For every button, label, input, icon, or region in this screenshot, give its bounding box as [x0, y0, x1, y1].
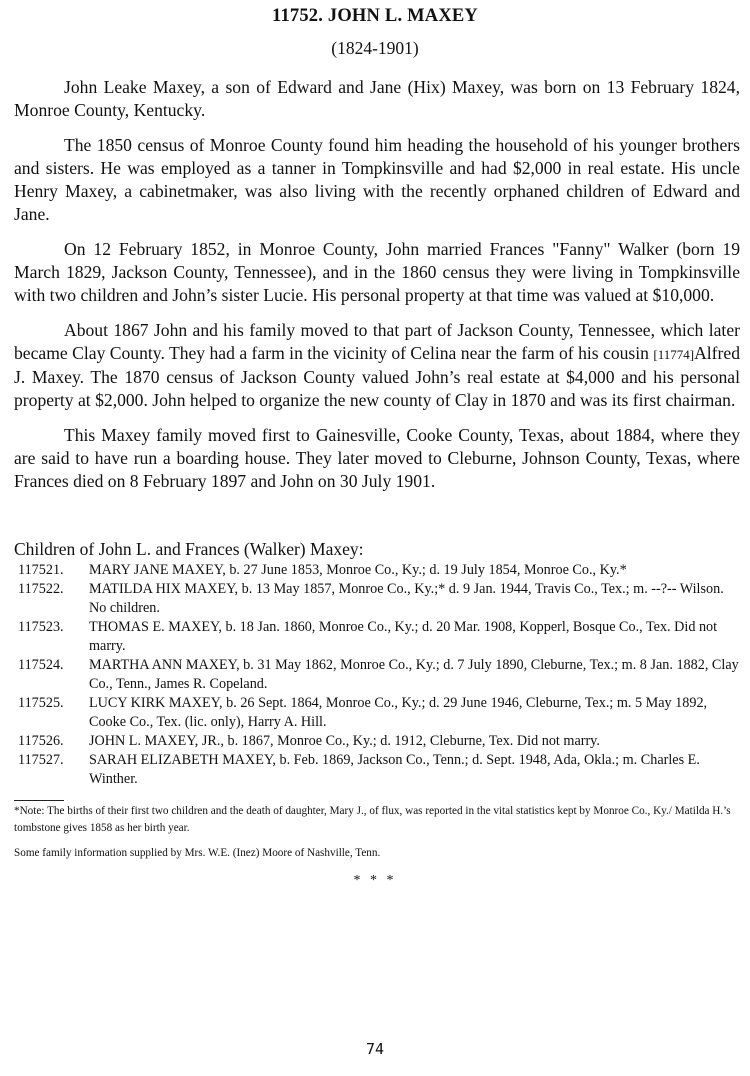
child-entry — [18, 618, 740, 656]
paragraph-text: About 1867 John and his family moved to that part of Jackson County, Tennessee, which later became Clay County. They had a farm in the vicinity of Celina near the farm of his cousin — [14, 320, 740, 363]
child-text: MARTHA ANN MAXEY, b. 31 May 1862, Monroe Co., Ky.; d. 7 July 1890, Cleburne, Tex.; m. 8 Jan. 1882, Clay Co., Tenn., James R. Copeland. — [89, 657, 739, 692]
child-entry — [18, 751, 740, 789]
child-entry — [18, 732, 740, 751]
child-number: 117525. — [18, 695, 64, 711]
child-text: LUCY KIRK MAXEY, b. 26 Sept. 1864, Monroe Co., Ky.; d. 29 June 1946, Cleburne, Tex.; m. 5 May 1892, Cooke Co., Tex. (lic. only), Harry A. Hill. — [89, 695, 708, 730]
paragraph-1850-census: The 1850 census of Monroe County found him heading the household of his younger brothers and sisters. He was employed as a tanner in Tompkinsville and had $2,000 in real estate. His uncle Henry Maxey, a cabinetmaker, was also living with the recently orphaned children of Edward and Jane. — [14, 135, 740, 224]
child-number: 117523. — [18, 619, 64, 635]
footnote: *Note: The births of their first two children and the death of daughter, Mary J., of flux, was reported in the vital statistics kept by Monroe Co., Ky./ Matilda H.’s tombstone gives 1858 as her birth year. — [14, 805, 731, 834]
child-text: THOMAS E. MAXEY, b. 18 Jan. 1860, Monroe Co., Ky.; d. 20 Mar. 1908, Kopperl, Bosque Co., Tex. Did not marry. — [89, 619, 718, 654]
section-separator: * * * — [353, 873, 397, 888]
footnote-rule — [14, 800, 64, 801]
child-text: SARAH ELIZABETH MAXEY, b. Feb. 1869, Jackson Co., Tenn.; d. Sept. 1948, Ada, Okla.; m. Charles E. Winther. — [89, 752, 700, 787]
paragraph-text: Alfred J. Maxey. The 1870 census of Jackson County valued John’s real estate at $4,000 and his personal property at $2,000. John helped to organize the new county of Clay in 1870 and was its first chairman. — [14, 343, 740, 410]
life-dates: (1824-1901) — [331, 38, 419, 58]
page-number: 74 — [365, 1040, 385, 1058]
paragraph-birth: John Leake Maxey, a son of Edward and Jane (Hix) Maxey, was born on 13 February 1824, Monroe County, Kentucky. — [14, 77, 740, 120]
child-number: 117522. — [18, 581, 64, 597]
child-text: JOHN L. MAXEY, JR., b. 1867, Monroe Co., Ky.; d. 1912, Cleburne, Tex. Did not marry. — [89, 733, 600, 749]
child-number: 117526. — [18, 733, 64, 749]
paragraph-texas: This Maxey family moved first to Gainesville, Cooke County, Texas, about 1884, where they are said to have run a boarding house. They later moved to Cleburne, Johnson County, Texas, where Frances died on 8 February 1897 and John on 30 July 1901. — [14, 425, 740, 491]
page-title: 11752. JOHN L. MAXEY — [272, 6, 478, 26]
source-credit: Some family information supplied by Mrs. W.E. (Inez) Moore of Nashville, Tenn. — [14, 847, 381, 859]
child-entry — [18, 656, 740, 694]
child-number: 117524. — [18, 657, 64, 673]
children-list — [18, 561, 740, 789]
footnotes — [14, 800, 742, 862]
child-entry — [18, 694, 740, 732]
paragraph-marriage: On 12 February 1852, in Monroe County, John married Frances "Fanny" Walker (born 19 March 1829, Jackson County, Tennessee), and in the 1860 census they were living in Tompkinsville with two children and John’s sister Lucie. His personal property at that time was valued at $10,000. — [14, 239, 740, 305]
paragraph-clay-county — [14, 319, 740, 412]
child-number: 117521. — [18, 562, 64, 578]
child-text: MARY JANE MAXEY, b. 27 June 1853, Monroe Co., Ky.; d. 19 July 1854, Monroe Co., Ky.* — [89, 562, 627, 578]
child-text: MATILDA HIX MAXEY, b. 13 May 1857, Monroe Co., Ky.;* d. 9 Jan. 1944, Travis Co., Tex.; m. --?-- Wilson. No children. — [89, 581, 724, 616]
child-entry — [18, 580, 740, 618]
child-number: 117527. — [18, 752, 64, 768]
biography-text — [14, 76, 740, 505]
children-heading: Children of John L. and Frances (Walker) Maxey: — [14, 539, 364, 559]
child-entry — [18, 561, 740, 580]
cross-reference: [11774] — [653, 347, 695, 362]
